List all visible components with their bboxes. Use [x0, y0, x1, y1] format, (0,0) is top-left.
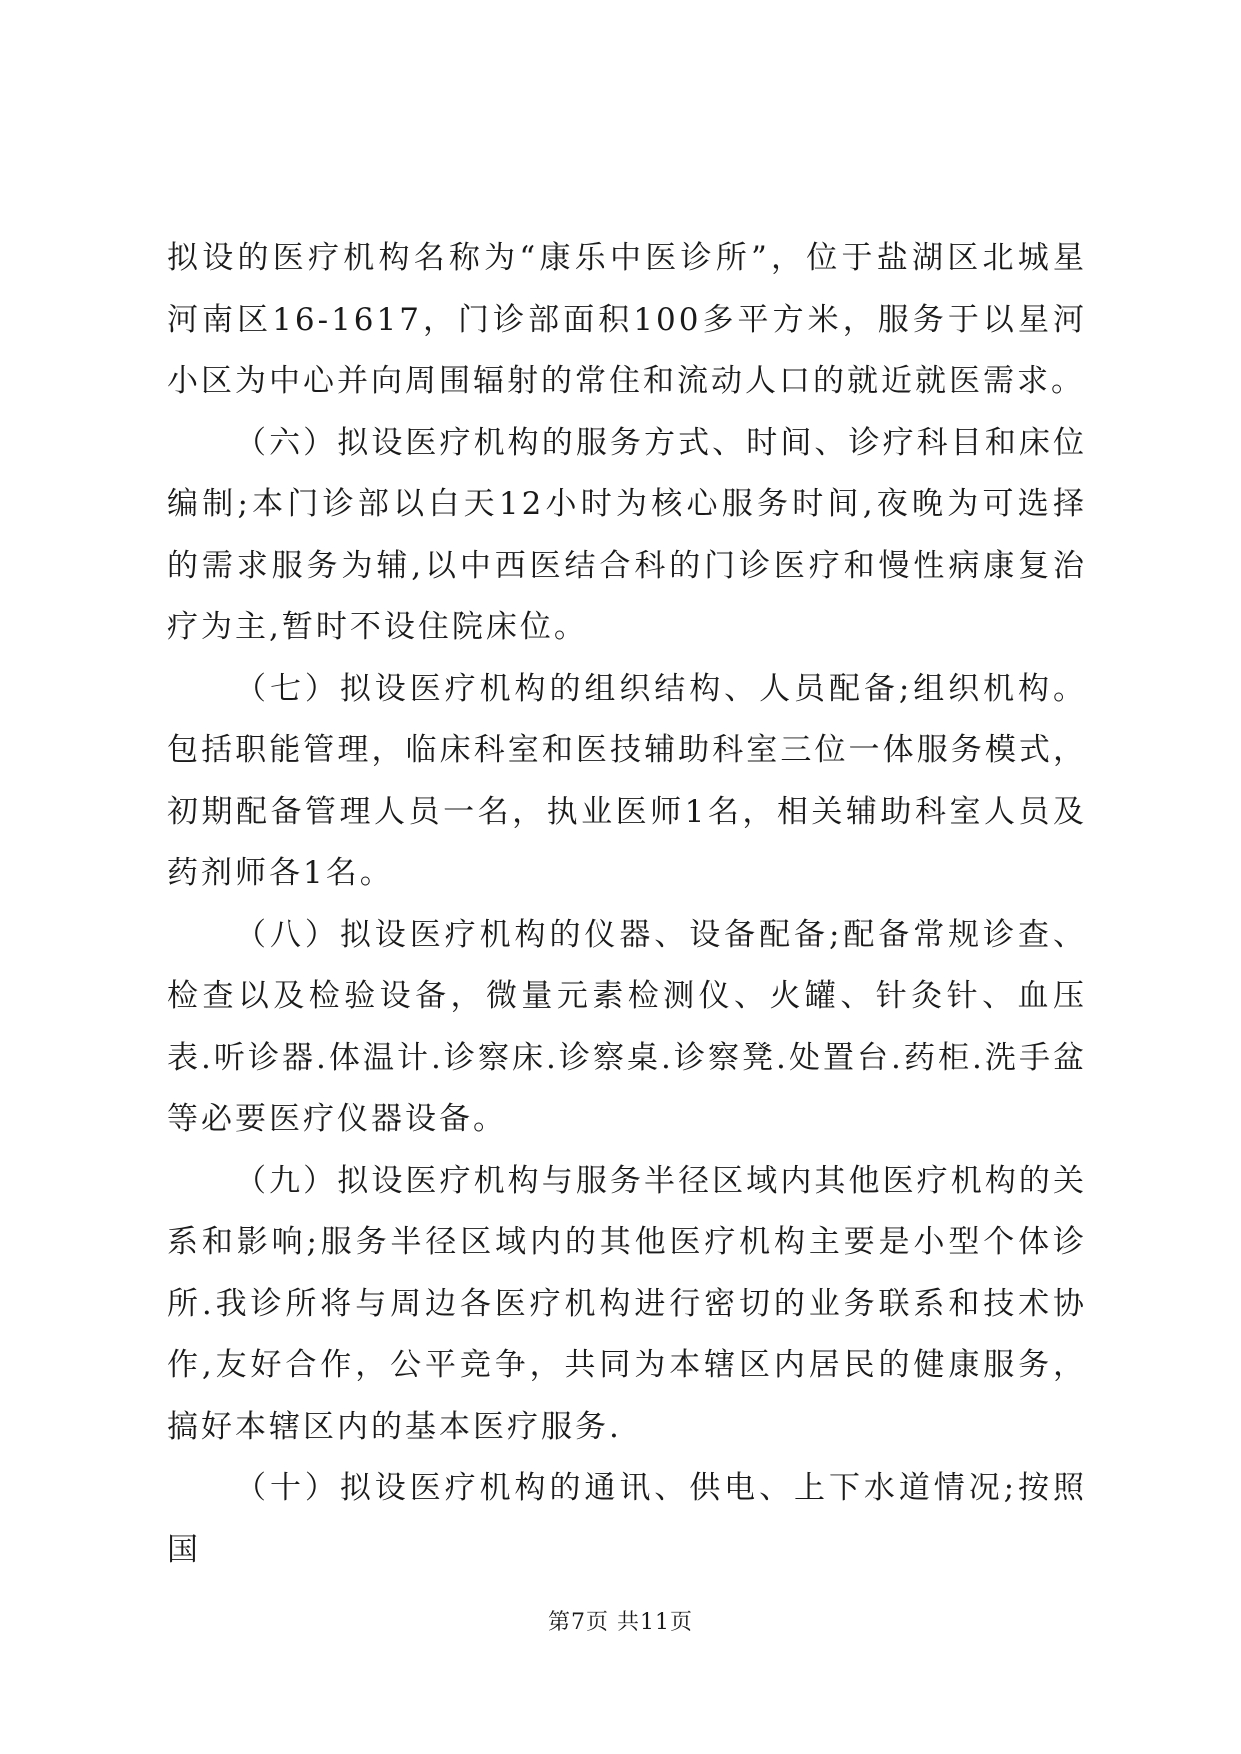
paragraph-organization-staffing: （七）拟设医疗机构的组织结构、人员配备;组织机构。包括职能管理，临床科室和医技辅助科室三位一体服务模式，初期配备管理人员一名，执业医师1名，相关辅助科室人员及药剂师各1名。: [167, 670, 1087, 891]
paragraph-equipment: （八）拟设医疗机构的仪器、设备配备;配备常规诊查、检查以及检验设备，微量元素检测仪、火罐、针灸针、血压表.听诊器.体温计.诊察床.诊察桌.诊察凳.处置台.药柜.洗手盆等必要医疗仪器设备。: [167, 916, 1087, 1137]
paragraph-service-hours: （六）拟设医疗机构的服务方式、时间、诊疗科目和床位编制;本门诊部以白天12小时为核心服务时间,夜晚为可选择的需求服务为辅,以中西医结合科的门诊医疗和慢性病康复治疗为主,暂时不设住院床位。: [167, 424, 1087, 645]
page-footer-number: 第7页 共11页: [548, 1610, 693, 1635]
paragraph-relationship-other-clinics: （九）拟设医疗机构与服务半径区域内其他医疗机构的关系和影响;服务半径区域内的其他医疗机构主要是小型个体诊所.我诊所将与周边各医疗机构进行密切的业务联系和技术协作,友好合作，公平竞争，共同为本辖区内居民的健康服务，搞好本辖区内的基本医疗服务.: [167, 1162, 1087, 1445]
paragraph-clinic-name: 拟设的医疗机构名称为“康乐中医诊所”，位于盐湖区北城星河南区16-1617，门诊部面积100多平方米，服务于以星河小区为中心并向周围辐射的常住和流动人口的就近就医需求。: [167, 240, 1087, 399]
paragraph-utilities: （十）拟设医疗机构的通讯、供电、上下水道情况;按照国: [167, 1470, 1087, 1568]
document-body: [167, 228, 1087, 1581]
